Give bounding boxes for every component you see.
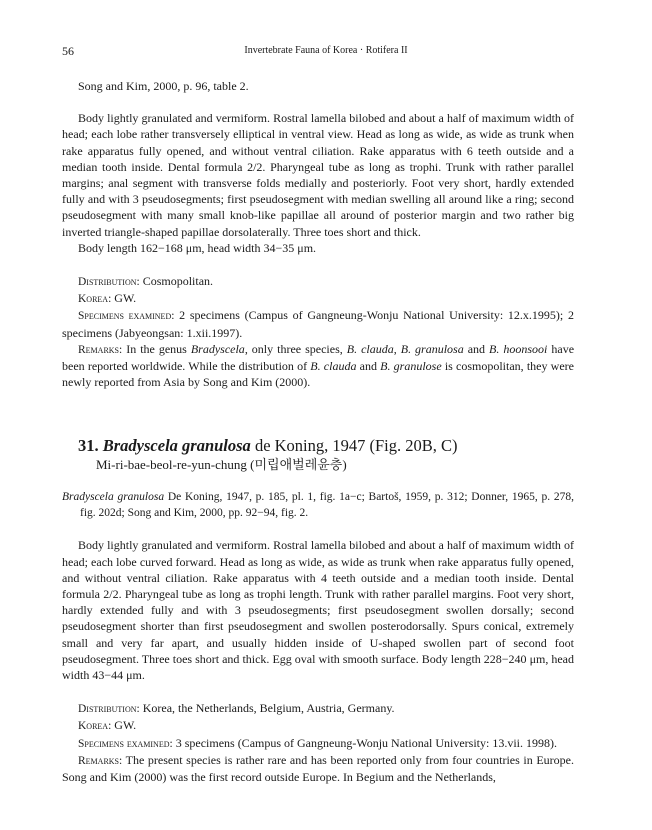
species-name: B. granulose: [380, 359, 442, 374]
species-remarks: [62, 752, 574, 785]
korea-value: GW.: [111, 718, 137, 733]
remarks-text: and: [356, 359, 381, 374]
species-distribution: [62, 700, 574, 717]
species-name: B. clauda: [346, 341, 394, 356]
previous-description: Body lightly granulated and vermiform. Rostral lamella bilobed and about a half of maximum width of head; each lobe rather transversely elliptical in ventral view. Head as long as wide, as wide as trunk when rake apparatus fully opened, and without ventral ciliation. Rake apparatus with 6 teeth outside and a median tooth inside. Dental formula 2/2. Pharyngeal tube as long as trophi. Trunk with rather parallel margins; anal segment with transverse folds medially and posteriorly. Foot very short, hardly extended fully and with 3 pseudosegments; first pseudosegment with median swelling all around like a ring; second pseudosegment with many small knob-like papillae all around of posterior margin and two rather big inverted triangle-shaped papillae dorsolaterally. Three toes short and thick.: [62, 111, 574, 239]
section-authority: de Koning, 1947 (Fig. 20B, C): [250, 436, 458, 456]
specimens-label: Specimens examined:: [78, 737, 173, 750]
previous-remarks: [62, 341, 574, 391]
synonymy-reference: [62, 489, 574, 521]
species-specimens: [62, 735, 574, 752]
page-body: [62, 78, 574, 785]
previous-body-length: Body length 162−168 μm, head width 34−35 μm.: [78, 240, 317, 255]
korea-label: Korea:: [78, 293, 112, 306]
species-korea: [62, 717, 574, 734]
remarks-text: have been reported worldwide. While the distribution of: [62, 341, 575, 374]
distribution-value: Korea, the Netherlands, Belgium, Austria, Germany.: [139, 701, 395, 716]
top-reference: Song and Kim, 2000, p. 96, table 2.: [78, 79, 249, 93]
distribution-value: Cosmopolitan.: [139, 274, 214, 289]
remarks-text: , only three species,: [244, 341, 347, 356]
previous-specimens: [62, 307, 574, 340]
previous-distribution: [62, 273, 574, 290]
remarks-label: Remarks:: [78, 754, 123, 767]
remarks-text: ,: [393, 341, 401, 356]
page-number: 56: [62, 44, 74, 58]
remarks-text: In the genus: [122, 341, 191, 356]
page-header: [62, 44, 590, 60]
species-description: Body lightly granulated and vermiform. Rostral lamella bilobed and about a half of maximum width of head; each lobe curved forward. Head as long as wide, as wide as trunk when rake apparatus fully opened, and without ventral ciliation. Rake apparatus with 4 teeth outside and a median tooth inside. Dental formula 2/2. Pharyngeal tube as long as trophi length. Trunk with rather parallel margins. Foot very short, hardly extended fully and with 3 pseudosegments; first pseudosegment swollen dorsally; second pseudosegment shorter than first pseudosegment and swollen posterodorsally. Spurs conical, extremely small and very far apart, and usually hidden inside of U-shaped swollen part of second foot pseudosegment. Three toes short and thick. Egg oval with smooth surface. Body length 228−240 μm, head width 43−44 μm.: [62, 538, 574, 683]
synonymy-species: Bradyscela granulosa: [62, 491, 165, 504]
specimens-label: Specimens examined:: [78, 310, 175, 323]
distribution-label: Distribution:: [78, 703, 140, 716]
section-heading: [78, 436, 574, 456]
remarks-text: is cosmopolitan, they were newly reported from Asia by Song and Kim (2000).: [62, 359, 574, 390]
korea-label: Korea:: [78, 720, 112, 733]
species-name: B. granulosa: [400, 341, 464, 356]
species-name: B. hoonsooi: [489, 341, 548, 356]
korean-name: Mi-ri-bae-beol-re-yun-chung (미립애벌레윤충): [96, 457, 347, 473]
korea-value: GW.: [111, 291, 137, 306]
remarks-value: The present species is rather rare and has been reported only from four countries in Europe. Song and Kim (2000) was the first record outside Europe. In Begium and the Netherlands,: [62, 752, 574, 785]
previous-korea: [62, 290, 574, 307]
synonymy-text: De Koning, 1947, p. 185, pl. 1, fig. 1a−c; Bartoš, 1959, p. 312; Donner, 1965, p. 278, fig. 202d; Song and Kim, 2000, pp. 92−94, fig. 2.: [80, 491, 574, 520]
remarks-label: Remarks:: [78, 343, 123, 356]
remarks-text: and: [463, 341, 490, 356]
running-title: Invertebrate Fauna of Korea · Rotifera II: [244, 45, 408, 56]
genus-name: Bradyscela: [190, 341, 245, 356]
species-name: B. clauda: [310, 359, 357, 374]
section-number: 31.: [78, 436, 99, 456]
specimens-value: 3 specimens (Campus of Gangneung-Wonju National University: 13.vii. 1998).: [172, 735, 558, 750]
distribution-label: Distribution:: [78, 276, 140, 289]
section-scientific-name: Bradyscela granulosa: [102, 436, 251, 456]
specimens-value: 2 specimens (Campus of Gangneung-Wonju National University: 12.x.1995); 2 specimens (Jabyeongsan: 1.xii.1997).: [62, 308, 574, 340]
